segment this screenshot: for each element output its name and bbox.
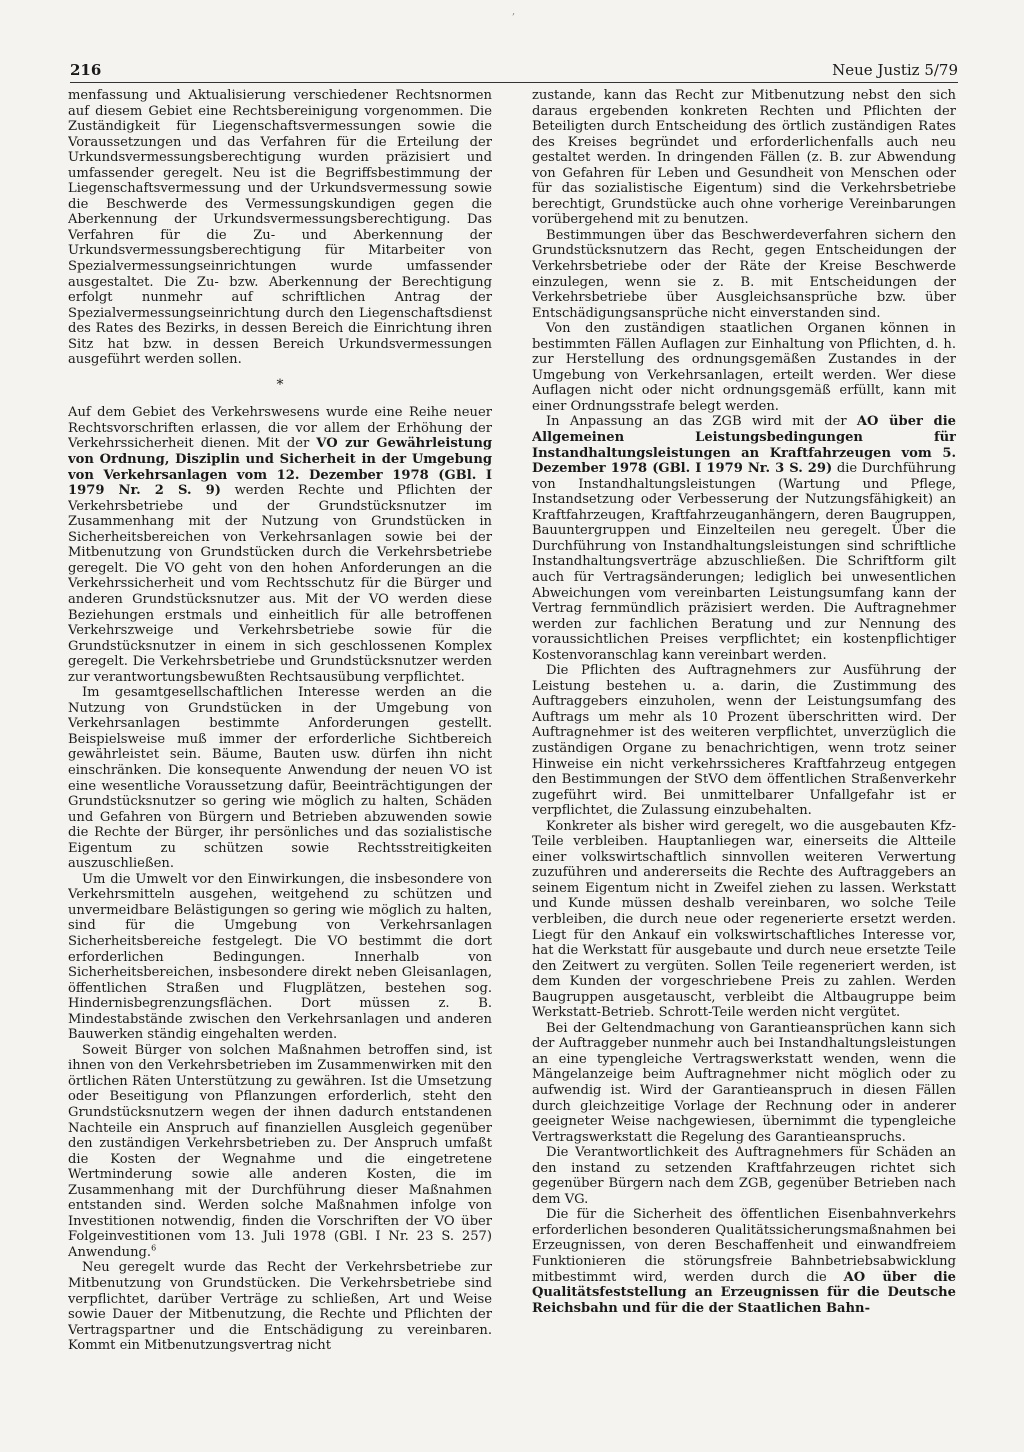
section-separator: * [276, 376, 284, 393]
scan-mark: , [512, 6, 516, 17]
paragraph: Soweit Bürger von solchen Maßnahmen betroffen sind, ist ihnen von den Verkehrsbetrieben im Zusammenwirken mit den örtlichen Räten Unterstützung zu gewähren. Ist die Umsetzung oder Beseitigung von Pflanzungen erforderlich, steht den Grundstücksnutzern wegen der ihnen dadurch entstandenen Nachteile ein Anspruch auf finanziellen Ausgleich gegenüber den zuständigen Verkehrsbetrieben zu. Der Anspruch umfaßt die Kosten der Wegnahme und die eingetretene Wertminderung sowie alle anderen Kosten, die im Zusammenhang mit der Durchführung dieser Maßnahmen entstanden sind. Werden solche Maßnahmen infolge von Investitionen notwendig, finden die Vorschriften der VO über Folgeinvestitionen vom 13. Juli 1978 (GBl. I Nr. 23 S. 257) Anwendung.$^6$ [68, 1042, 492, 1260]
paragraph: Die Verantwortlichkeit des Auftragnehmers für Schäden an den instand zu setzenden Kraftfahrzeugen richtet sich gegenüber Bürgern nach dem ZGB, gegenüber Betrieben nach dem VG. [532, 1145, 956, 1207]
paragraph: Die für die Sicherheit des öffentlichen Eisenbahnverkehrs erforderlichen besonderen Qualitätssicherungsmaßnahmen bei Erzeugnissen, von deren Beschaffenheit und einwandfreiem Funktionieren die störungsfreie Bahnbetriebsabwicklung mitbestimmt wird, werden durch die AO über die Qualitätsfeststellung an Erzeugnissen für die Deutsche Reichsbahn und für die der Staatlichen Bahn- [532, 1207, 956, 1316]
footnote-ref: 6 [151, 1243, 157, 1253]
regulation-title: AO über die Allgemeinen Leistungsbedingungen für Instandhaltungsleistungen an Kraftfahrzeugen vom 5. Dezember 1978 (GBl. I 1979 Nr. 3 S. 29) [532, 414, 956, 477]
paragraph: Die Pflichten des Auftragnehmers zur Ausführung der Leistung bestehen u. a. darin, die Zustimmung des Auftraggebers einzuholen, wenn der Leistungsumfang des Auftrags um mehr als 10 Prozent überschritten wird. Der Auftragnehmer ist des weiteren verpflichtet, unverzüglich die zuständigen Organe zu benachrichtigen, wenn trotz seiner Hinweise ein nicht verkehrssicheres Kraftfahrzeug entgegen den Bestimmungen der StVO dem öffentlichen Straßenverkehr zugeführt wird. Bei unmittelbarer Unfallgefahr ist er verpflichtet, die Zulassung einzubehalten. [532, 663, 956, 819]
paragraph: Um die Umwelt vor den Einwirkungen, die insbesondere von Verkehrsmitteln ausgehen, weitgehend zu schützen und unvermeidbare Belästigungen so gering wie möglich zu halten, sind für die Umgebung von Verkehrsanlagen Sicherheitsbereiche festgelegt. Die VO bestimmt die dort erforderlichen Bedingungen. Innerhalb von Sicherheitsbereichen, insbesondere direkt neben Gleisanlagen, öffentlichen Straßen und Flugplätzen, bestehen sog. Hindernisbegrenzungsflächen. Dort müssen z. B. Mindestabstände zwischen den Verkehrsanlagen und anderen Bauwerken ständig eingehalten werden. [68, 871, 492, 1043]
paragraph: Bestimmungen über das Beschwerdeverfahren sichern den Grundstücksnutzern das Recht, gegen Entscheidungen der Verkehrsbetriebe oder der Räte der Kreise Beschwerde einzulegen, wenn sie z. B. mit Entscheidungen der Verkehrsbetriebe über Ausgleichsansprüche bzw. über Entschädigungsansprüche nicht einverstanden sind. [532, 227, 956, 321]
paragraph: Neu geregelt wurde das Recht der Verkehrsbetriebe zur Mitbenutzung von Grundstücken. Die Verkehrsbetriebe sind verpflichtet, darüber Verträge zu schließen, Art und Weise sowie Dauer der Mitbenutzung, die Rechte und Pflichten der Vertragspartner und die Entschädigung zu vereinbaren. Kommt ein Mitbenutzungsvertrag nicht [68, 1260, 492, 1354]
left-column [68, 88, 492, 1418]
regulation-title: VO zur Gewährleistung von Ordnung, Disziplin und Sicherheit in der Umgebung von Verkehrsanlagen vom 12. Dezember 1978 (GBl. I 1979 Nr. 2 S. 9) [68, 436, 492, 499]
right-column [532, 88, 956, 1418]
paragraph: Bei der Geltendmachung von Garantieansprüchen kann sich der Auftraggeber nunmehr auch bei Instandhaltungsleistungen an eine typengleiche Vertragswerkstatt wenden, wenn die Mängelanzeige beim Auftragnehmer nicht möglich oder zu aufwendig ist. Wird der Garantieanspruch in diesen Fällen durch gleichzeitige Vorlage der Rechnung oder in anderer geeigneter Weise nachgewiesen, übernimmt die typengleiche Vertragswerkstatt die Regelung des Garantieanspruchs. [532, 1020, 956, 1145]
regulation-title: AO über die Qualitätsfeststellung an Erzeugnissen für die Deutsche Reichsbahn und für die der Staatlichen Bahn- [532, 1269, 956, 1316]
paragraph: zustande, kann das Recht zur Mitbenutzung nebst den sich daraus ergebenden konkreten Rechten und Pflichten der Beteiligten durch Entscheidung des örtlich zuständigen Rates des Kreises begründet und erforderlichenfalls auch neu gestaltet werden. In dringenden Fällen (z. B. zur Abwendung von Gefahren für Leben und Gesundheit von Menschen oder für das sozialistische Eigentum) sind die Verkehrsbetriebe berechtigt, Grundstücke auch ohne vorherige Vereinbarungen vorübergehend mit zu benutzen. [532, 88, 956, 228]
paragraph: In Anpassung an das ZGB wird mit der AO über die Allgemeinen Leistungsbedingungen für Instandhaltungsleistungen an Kraftfahrzeugen vom 5. Dezember 1978 (GBl. I 1979 Nr. 3 S. 29) die Durchführung von Instandhaltungsleistungen (Wartung und Pflege, Instandsetzung oder Verbesserung der Nutzungsfähigkeit) an Kraftfahrzeugen, Kraftfahrzeuganhängern, deren Baugruppen, Bauuntergruppen und Einzelteilen neu geregelt. Über die Durchführung von Instandhaltungsleistungen sind schriftliche Instandhaltungsverträge abzuschließen. Die Schriftform gilt auch für Vertragsänderungen; lediglich bei unwesentlichen Abweichungen vom vereinbarten Leistungsumfang kann der Vertrag fernmündlich präzisiert werden. Die Auftragnehmer werden zur fachlichen Beratung und zur Nennung des voraussichtlichen Preises verpflichtet; ein kostenpflichtiger Kostenvoranschlag kann vereinbart werden. [532, 414, 956, 663]
paragraph: Auf dem Gebiet des Verkehrswesens wurde eine Reihe neuer Rechtsvorschriften erlassen, die vor allem der Erhöhung der Verkehrssicherheit dienen. Mit der VO zur Gewährleistung von Ordnung, Disziplin und Sicherheit in der Umgebung von Verkehrsanlagen vom 12. Dezember 1978 (GBl. I 1979 Nr. 2 S. 9) werden Rechte und Pflichten der Verkehrsbetriebe und der Grundstücksnutzer im Zusammenhang mit der Nutzung von Grundstücken in Sicherheitsbereichen von Verkehrsanlagen sowie bei der Mitbenutzung von Grundstücken durch die Verkehrsbetriebe geregelt. Die VO geht von den hohen Anforderungen an die Verkehrssicherheit und vom Rechtsschutz für die Bürger und anderen Grundstücksnutzer aus. Mit der VO werden diese Beziehungen erstmals und einheitlich für alle betroffenen Verkehrszweige und Verkehrsbetriebe sowie für die Grundstücksnutzer in einem in sich geschlossenen Komplex geregelt. Die Verkehrsbetriebe und Grundstücksnutzer werden zur verantwortungsbewußten Rechtsausübung verpflichtet. [68, 405, 492, 685]
paragraph: Im gesamtgesellschaftlichen Interesse werden an die Nutzung von Grundstücken in der Umgebung von Verkehrsanlagen bestimmte Anforderungen gestellt. Beispielsweise muß immer der erforderliche Sichtbereich gewährleistet sein. Bäume, Bauten usw. dürfen ihn nicht einschränken. Die konsequente Anwendung der neuen VO ist eine wesentliche Voraussetzung dafür, Beeinträchtigungen der Grundstücksnutzer so gering wie möglich zu halten, Schäden und Gefahren von Bürgern und Betrieben abzuwenden sowie die Rechte der Bürger, ihr persönliches und das sozialistische Eigentum zu schützen sowie Rechtsstreitigkeiten auszuschließen. [68, 685, 492, 872]
paragraph: Konkreter als bisher wird geregelt, wo die ausgebauten Kfz-Teile verbleiben. Hauptanliegen war, einerseits die Altteile einer volkswirtschaftlich sinnvollen weiteren Verwertung zuzuführen und andererseits die Rechte des Auftraggebers an seinem Eigentum nicht in Zweifel ziehen zu lassen. Werkstatt und Kunde müssen deshalb vereinbaren, wo solche Teile verbleiben, die durch neue oder regenerierte ersetzt werden. Liegt für den Ankauf ein volkswirtschaftliches Interesse vor, hat die Werkstatt für ausgebaute und durch neue ersetzte Teile den Zeitwert zu vergüten. Sollen Teile regeneriert werden, ist dem Kunden der vorgeschriebene Preis zu zahlen. Werden Baugruppen ausgetauscht, verbleibt die Altbaugruppe beim Werkstatt-Betrieb. Schrott-Teile werden nicht vergütet. [532, 818, 956, 1021]
page-number: 216 [70, 61, 102, 79]
journal-issue: Neue Justiz 5/79 [832, 61, 958, 79]
paragraph: menfassung und Aktualisierung verschiedener Rechtsnormen auf diesem Gebiet eine Rechtsbereinigung vorgenommen. Die Zuständigkeit für Liegenschaftsvermessungen sowie die Voraussetzungen und das Verfahren für die Erteilung der Urkundsvermessungsberechtigung wurden präzisiert und umfassender geregelt. Neu ist die Begriffsbestimmung der Liegenschaftsvermessung und der Urkundsvermessung sowie die Beschwerde des Vermessungskundigen gegen die Aberkennung der Urkundsvermessungsberechtigung. Das Verfahren für die Zu- und Aberkennung der Urkundsvermessungsberechtigung für Mitarbeiter von Spezialvermessungseinrichtungen wurde umfassender ausgestaltet. Die Zu- bzw. Aberkennung der Berechtigung erfolgt nunmehr auf schriftlichen Antrag der Spezialvermessungseinrichtung durch den Liegenschaftsdienst des Rates des Bezirks, in dessen Bereich die Einrichtung ihren Sitz hat bzw. in dessen Bereich Urkundsvermessungen ausgeführt werden sollen. [68, 88, 492, 368]
paragraph: Von den zuständigen staatlichen Organen können in bestimmten Fällen Auflagen zur Einhaltung von Pflichten, d. h. zur Herstellung des ordnungsgemäßen Zustandes in der Umgebung von Verkehrsanlagen, erteilt werden. Wer diese Auflagen nicht oder nicht ordnungsgemäß erfüllt, kann mit einer Ordnungsstrafe belegt werden. [532, 321, 956, 414]
page-header [70, 62, 958, 83]
